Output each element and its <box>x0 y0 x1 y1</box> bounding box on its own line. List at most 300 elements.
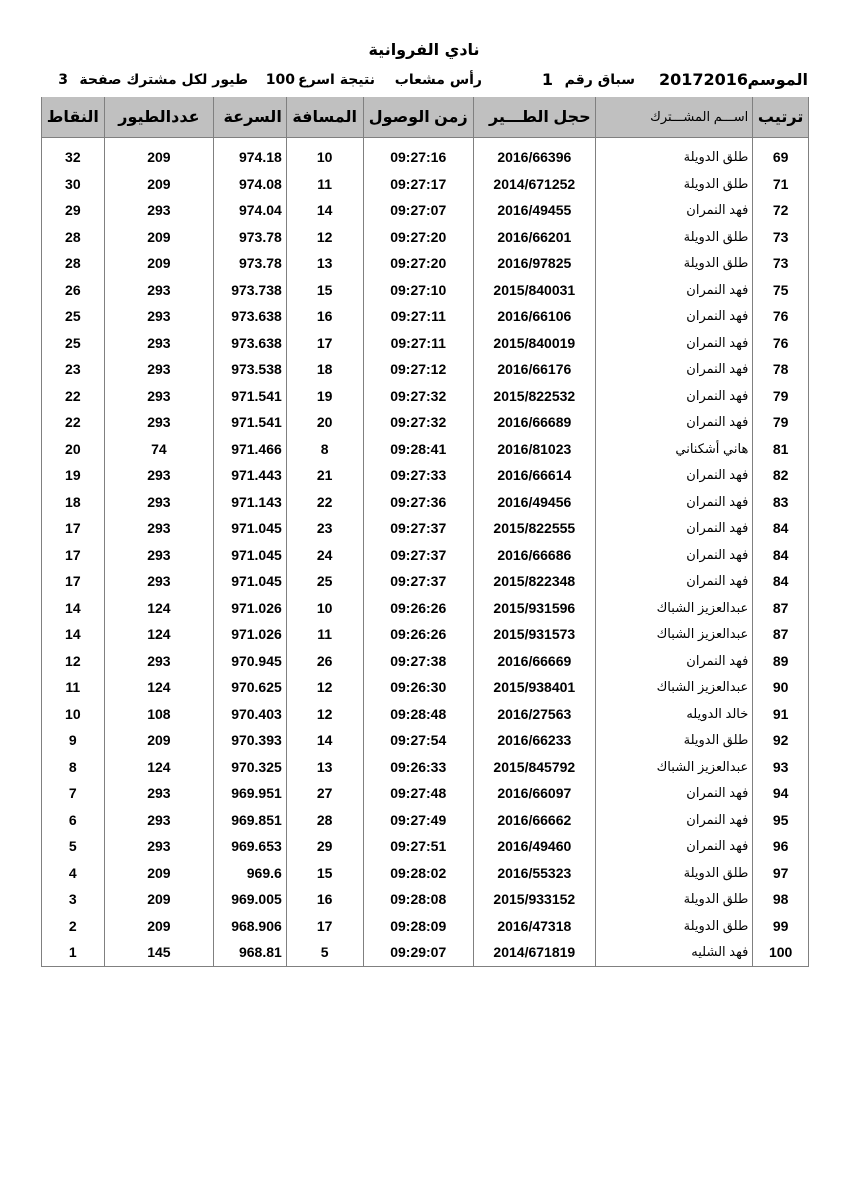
page-value: 3 <box>58 72 68 88</box>
cell-rank: 83 <box>753 489 809 516</box>
table-row <box>42 436 809 463</box>
cell-ring: 2015/845792 <box>473 754 595 781</box>
cell-points: 32 <box>42 138 105 171</box>
cell-distance: 12 <box>286 674 363 701</box>
cell-points: 26 <box>42 277 105 304</box>
cell-time: 09:27:10 <box>363 277 473 304</box>
cell-time: 09:28:08 <box>363 886 473 913</box>
table-row <box>42 674 809 701</box>
cell-distance: 12 <box>286 701 363 728</box>
cell-time: 09:27:17 <box>363 171 473 198</box>
cell-name: عبدالعزيز الشباك <box>595 754 753 781</box>
cell-time: 09:28:02 <box>363 860 473 887</box>
cell-ring: 2015/822532 <box>473 383 595 410</box>
table-row <box>42 197 809 224</box>
cell-name: طلق الدويلة <box>595 913 753 940</box>
cell-time: 09:27:51 <box>363 833 473 860</box>
cell-points: 29 <box>42 197 105 224</box>
cell-rank: 73 <box>753 250 809 277</box>
birds-label: طيور لكل مشترك صفحة <box>79 72 248 88</box>
cell-distance: 21 <box>286 462 363 489</box>
cell-points: 19 <box>42 462 105 489</box>
cell-points: 1 <box>42 939 105 966</box>
cell-rank: 87 <box>753 595 809 622</box>
cell-rank: 72 <box>753 197 809 224</box>
table-row <box>42 515 809 542</box>
cell-rank: 71 <box>753 171 809 198</box>
table-row <box>42 383 809 410</box>
cell-birds: 293 <box>104 356 214 383</box>
cell-rank: 73 <box>753 224 809 251</box>
cell-points: 10 <box>42 701 105 728</box>
cell-name: فهد النمران <box>595 330 753 357</box>
cell-birds: 209 <box>104 138 214 171</box>
col-ring-header: حجل الطـــير <box>473 97 595 138</box>
cell-time: 09:27:32 <box>363 409 473 436</box>
cell-speed: 969.951 <box>214 780 287 807</box>
table-row <box>42 489 809 516</box>
table-row <box>42 886 809 913</box>
cell-distance: 23 <box>286 515 363 542</box>
cell-birds: 293 <box>104 542 214 569</box>
table-body <box>42 138 809 967</box>
cell-points: 28 <box>42 250 105 277</box>
result-label: نتيجة اسرع <box>298 72 375 88</box>
cell-speed: 973.738 <box>214 277 287 304</box>
cell-distance: 14 <box>286 727 363 754</box>
cell-speed: 970.393 <box>214 727 287 754</box>
cell-birds: 124 <box>104 754 214 781</box>
cell-ring: 2016/55323 <box>473 860 595 887</box>
cell-distance: 22 <box>286 489 363 516</box>
cell-ring: 2015/822348 <box>473 568 595 595</box>
cell-rank: 69 <box>753 138 809 171</box>
cell-speed: 970.945 <box>214 648 287 675</box>
col-birds-header: عددالطيور <box>104 97 214 138</box>
cell-ring: 2016/66176 <box>473 356 595 383</box>
cell-time: 09:29:07 <box>363 939 473 966</box>
cell-distance: 15 <box>286 277 363 304</box>
table-row <box>42 138 809 171</box>
table-row <box>42 330 809 357</box>
cell-speed: 973.78 <box>214 224 287 251</box>
cell-rank: 75 <box>753 277 809 304</box>
cell-ring: 2015/840031 <box>473 277 595 304</box>
cell-points: 17 <box>42 568 105 595</box>
cell-speed: 974.08 <box>214 171 287 198</box>
cell-points: 11 <box>42 674 105 701</box>
cell-distance: 16 <box>286 303 363 330</box>
cell-name: طلق الدويلة <box>595 224 753 251</box>
season-value: 20172016 <box>658 70 748 89</box>
cell-speed: 971.026 <box>214 621 287 648</box>
cell-birds: 293 <box>104 807 214 834</box>
cell-points: 17 <box>42 542 105 569</box>
cell-distance: 8 <box>286 436 363 463</box>
cell-time: 09:26:26 <box>363 621 473 648</box>
cell-ring: 2014/671819 <box>473 939 595 966</box>
cell-birds: 209 <box>104 886 214 913</box>
cell-name: فهد النمران <box>595 648 753 675</box>
cell-speed: 974.04 <box>214 197 287 224</box>
cell-points: 18 <box>42 489 105 516</box>
table-row <box>42 754 809 781</box>
cell-ring: 2016/66106 <box>473 303 595 330</box>
cell-distance: 5 <box>286 939 363 966</box>
cell-distance: 12 <box>286 224 363 251</box>
cell-ring: 2016/66686 <box>473 542 595 569</box>
col-name-header: اســـم المشـــترك <box>595 97 753 138</box>
table-header-row <box>42 97 809 138</box>
table-row <box>42 277 809 304</box>
cell-name: طلق الدويلة <box>595 138 753 171</box>
cell-name: فهد النمران <box>595 542 753 569</box>
cell-time: 09:27:38 <box>363 648 473 675</box>
cell-time: 09:27:20 <box>363 250 473 277</box>
cell-distance: 15 <box>286 860 363 887</box>
cell-points: 25 <box>42 303 105 330</box>
cell-name: طلق الدويلة <box>595 727 753 754</box>
cell-distance: 11 <box>286 621 363 648</box>
cell-speed: 971.443 <box>214 462 287 489</box>
cell-name: فهد النمران <box>595 356 753 383</box>
table-row <box>42 356 809 383</box>
cell-rank: 76 <box>753 330 809 357</box>
cell-ring: 2015/938401 <box>473 674 595 701</box>
cell-rank: 84 <box>753 515 809 542</box>
cell-ring: 2016/66614 <box>473 462 595 489</box>
cell-birds: 124 <box>104 595 214 622</box>
cell-speed: 971.026 <box>214 595 287 622</box>
cell-time: 09:27:37 <box>363 515 473 542</box>
cell-birds: 209 <box>104 224 214 251</box>
cell-points: 4 <box>42 860 105 887</box>
cell-speed: 973.638 <box>214 330 287 357</box>
cell-ring: 2015/931573 <box>473 621 595 648</box>
table-row <box>42 224 809 251</box>
cell-time: 09:27:11 <box>363 330 473 357</box>
cell-name: فهد الشليه <box>595 939 753 966</box>
cell-birds: 293 <box>104 277 214 304</box>
col-rank-header: ترتيب <box>753 97 809 138</box>
cell-rank: 99 <box>753 913 809 940</box>
cell-rank: 90 <box>753 674 809 701</box>
cell-rank: 78 <box>753 356 809 383</box>
cell-name: عبدالعزيز الشباك <box>595 595 753 622</box>
cell-name: هاني أشكناني <box>595 436 753 463</box>
cell-speed: 971.541 <box>214 409 287 436</box>
cell-birds: 293 <box>104 489 214 516</box>
cell-points: 12 <box>42 648 105 675</box>
cell-distance: 28 <box>286 807 363 834</box>
table-row <box>42 171 809 198</box>
cell-speed: 969.653 <box>214 833 287 860</box>
cell-birds: 108 <box>104 701 214 728</box>
cell-name: طلق الدويلة <box>595 171 753 198</box>
club-title: نادي الفروانية <box>368 40 480 59</box>
cell-ring: 2016/49456 <box>473 489 595 516</box>
cell-speed: 973.638 <box>214 303 287 330</box>
cell-distance: 17 <box>286 330 363 357</box>
cell-time: 09:27:11 <box>363 303 473 330</box>
cell-points: 22 <box>42 409 105 436</box>
cell-time: 09:27:07 <box>363 197 473 224</box>
cell-rank: 87 <box>753 621 809 648</box>
cell-distance: 18 <box>286 356 363 383</box>
cell-speed: 971.541 <box>214 383 287 410</box>
cell-distance: 13 <box>286 250 363 277</box>
table-row <box>42 595 809 622</box>
cell-rank: 98 <box>753 886 809 913</box>
cell-distance: 27 <box>286 780 363 807</box>
cell-birds: 74 <box>104 436 214 463</box>
table-row <box>42 303 809 330</box>
cell-ring: 2016/47318 <box>473 913 595 940</box>
cell-birds: 293 <box>104 462 214 489</box>
cell-ring: 2014/671252 <box>473 171 595 198</box>
cell-speed: 968.906 <box>214 913 287 940</box>
cell-distance: 10 <box>286 595 363 622</box>
cell-points: 3 <box>42 886 105 913</box>
race-value: 1 <box>541 70 553 89</box>
cell-rank: 84 <box>753 568 809 595</box>
cell-rank: 93 <box>753 754 809 781</box>
table-row <box>42 939 809 966</box>
cell-name: فهد النمران <box>595 383 753 410</box>
cell-ring: 2016/81023 <box>473 436 595 463</box>
cell-time: 09:26:33 <box>363 754 473 781</box>
cell-points: 2 <box>42 913 105 940</box>
table-row <box>42 462 809 489</box>
cell-speed: 970.403 <box>214 701 287 728</box>
cell-speed: 969.851 <box>214 807 287 834</box>
cell-birds: 293 <box>104 780 214 807</box>
cell-ring: 2016/66669 <box>473 648 595 675</box>
cell-speed: 971.045 <box>214 568 287 595</box>
cell-birds: 209 <box>104 171 214 198</box>
cell-points: 28 <box>42 224 105 251</box>
cell-birds: 293 <box>104 330 214 357</box>
cell-birds: 293 <box>104 197 214 224</box>
cell-rank: 97 <box>753 860 809 887</box>
race-label: سباق رقم <box>564 72 635 88</box>
cell-birds: 293 <box>104 409 214 436</box>
cell-time: 09:27:37 <box>363 542 473 569</box>
cell-ring: 2016/27563 <box>473 701 595 728</box>
cell-points: 23 <box>42 356 105 383</box>
cell-time: 09:28:09 <box>363 913 473 940</box>
cell-speed: 970.325 <box>214 754 287 781</box>
cell-time: 09:28:41 <box>363 436 473 463</box>
cell-rank: 82 <box>753 462 809 489</box>
cell-ring: 2015/931596 <box>473 595 595 622</box>
cell-rank: 95 <box>753 807 809 834</box>
cell-name: فهد النمران <box>595 462 753 489</box>
cell-birds: 209 <box>104 860 214 887</box>
cell-time: 09:27:36 <box>363 489 473 516</box>
cell-rank: 76 <box>753 303 809 330</box>
table-row <box>42 727 809 754</box>
cell-birds: 293 <box>104 648 214 675</box>
cell-distance: 14 <box>286 197 363 224</box>
cell-ring: 2016/66097 <box>473 780 595 807</box>
cell-time: 09:27:20 <box>363 224 473 251</box>
cell-distance: 29 <box>286 833 363 860</box>
cell-name: فهد النمران <box>595 409 753 436</box>
cell-name: طلق الدويلة <box>595 886 753 913</box>
cell-birds: 145 <box>104 939 214 966</box>
cell-points: 8 <box>42 754 105 781</box>
cell-points: 9 <box>42 727 105 754</box>
cell-speed: 971.466 <box>214 436 287 463</box>
cell-ring: 2015/840019 <box>473 330 595 357</box>
cell-distance: 20 <box>286 409 363 436</box>
location: رأس مشعاب <box>394 72 482 88</box>
table-row <box>42 568 809 595</box>
table-row <box>42 621 809 648</box>
cell-birds: 124 <box>104 674 214 701</box>
cell-points: 6 <box>42 807 105 834</box>
cell-rank: 92 <box>753 727 809 754</box>
cell-rank: 84 <box>753 542 809 569</box>
cell-distance: 19 <box>286 383 363 410</box>
cell-time: 09:27:48 <box>363 780 473 807</box>
cell-rank: 79 <box>753 383 809 410</box>
cell-birds: 209 <box>104 727 214 754</box>
cell-points: 20 <box>42 436 105 463</box>
cell-speed: 973.538 <box>214 356 287 383</box>
cell-points: 14 <box>42 621 105 648</box>
cell-speed: 969.005 <box>214 886 287 913</box>
cell-distance: 10 <box>286 138 363 171</box>
cell-birds: 293 <box>104 303 214 330</box>
cell-ring: 2016/66396 <box>473 138 595 171</box>
cell-speed: 973.78 <box>214 250 287 277</box>
cell-time: 09:27:32 <box>363 383 473 410</box>
table-row <box>42 250 809 277</box>
cell-ring: 2016/49460 <box>473 833 595 860</box>
cell-time: 09:26:26 <box>363 595 473 622</box>
cell-points: 5 <box>42 833 105 860</box>
cell-name: فهد النمران <box>595 197 753 224</box>
col-distance-header: المسافة <box>286 97 363 138</box>
cell-birds: 124 <box>104 621 214 648</box>
cell-name: فهد النمران <box>595 515 753 542</box>
birds-value: 100 <box>265 72 295 88</box>
col-points-header: النقاط <box>42 97 105 138</box>
cell-points: 22 <box>42 383 105 410</box>
cell-points: 14 <box>42 595 105 622</box>
cell-birds: 209 <box>104 913 214 940</box>
cell-name: طلق الدويلة <box>595 860 753 887</box>
table-row <box>42 913 809 940</box>
table-row <box>42 860 809 887</box>
cell-speed: 971.045 <box>214 515 287 542</box>
cell-name: فهد النمران <box>595 568 753 595</box>
cell-rank: 96 <box>753 833 809 860</box>
cell-speed: 970.625 <box>214 674 287 701</box>
cell-ring: 2016/66201 <box>473 224 595 251</box>
cell-time: 09:27:12 <box>363 356 473 383</box>
cell-time: 09:26:30 <box>363 674 473 701</box>
cell-distance: 13 <box>286 754 363 781</box>
cell-name: فهد النمران <box>595 833 753 860</box>
cell-birds: 293 <box>104 383 214 410</box>
cell-speed: 974.18 <box>214 138 287 171</box>
table-row <box>42 409 809 436</box>
cell-name: عبدالعزيز الشباك <box>595 621 753 648</box>
cell-name: فهد النمران <box>595 277 753 304</box>
season-label: الموسم <box>747 70 808 89</box>
cell-name: فهد النمران <box>595 303 753 330</box>
cell-ring: 2016/66689 <box>473 409 595 436</box>
cell-time: 09:27:16 <box>363 138 473 171</box>
cell-birds: 293 <box>104 515 214 542</box>
cell-ring: 2016/66662 <box>473 807 595 834</box>
cell-distance: 17 <box>286 913 363 940</box>
cell-rank: 94 <box>753 780 809 807</box>
cell-rank: 91 <box>753 701 809 728</box>
results-table <box>41 97 809 967</box>
cell-rank: 79 <box>753 409 809 436</box>
cell-points: 30 <box>42 171 105 198</box>
cell-distance: 25 <box>286 568 363 595</box>
cell-name: خالد الدويله <box>595 701 753 728</box>
cell-time: 09:27:49 <box>363 807 473 834</box>
cell-time: 09:27:54 <box>363 727 473 754</box>
cell-distance: 26 <box>286 648 363 675</box>
cell-distance: 16 <box>286 886 363 913</box>
cell-speed: 968.81 <box>214 939 287 966</box>
cell-time: 09:27:33 <box>363 462 473 489</box>
table-row <box>42 780 809 807</box>
cell-points: 17 <box>42 515 105 542</box>
cell-ring: 2015/822555 <box>473 515 595 542</box>
cell-birds: 293 <box>104 568 214 595</box>
table-row <box>42 648 809 675</box>
race-info-row <box>40 70 808 92</box>
cell-name: فهد النمران <box>595 489 753 516</box>
cell-points: 7 <box>42 780 105 807</box>
cell-distance: 11 <box>286 171 363 198</box>
cell-name: فهد النمران <box>595 807 753 834</box>
col-speed-header: السرعة <box>214 97 287 138</box>
cell-ring: 2015/933152 <box>473 886 595 913</box>
cell-speed: 971.143 <box>214 489 287 516</box>
cell-ring: 2016/97825 <box>473 250 595 277</box>
cell-distance: 24 <box>286 542 363 569</box>
cell-birds: 209 <box>104 250 214 277</box>
cell-time: 09:27:37 <box>363 568 473 595</box>
cell-ring: 2016/66233 <box>473 727 595 754</box>
cell-rank: 81 <box>753 436 809 463</box>
table-row <box>42 701 809 728</box>
col-time-header: زمن الوصول <box>363 97 473 138</box>
cell-rank: 89 <box>753 648 809 675</box>
cell-name: طلق الدويلة <box>595 250 753 277</box>
cell-speed: 971.045 <box>214 542 287 569</box>
cell-name: فهد النمران <box>595 780 753 807</box>
cell-speed: 969.6 <box>214 860 287 887</box>
table-row <box>42 542 809 569</box>
cell-birds: 293 <box>104 833 214 860</box>
cell-time: 09:28:48 <box>363 701 473 728</box>
cell-name: عبدالعزيز الشباك <box>595 674 753 701</box>
cell-ring: 2016/49455 <box>473 197 595 224</box>
cell-rank: 100 <box>753 939 809 966</box>
cell-points: 25 <box>42 330 105 357</box>
table-row <box>42 833 809 860</box>
